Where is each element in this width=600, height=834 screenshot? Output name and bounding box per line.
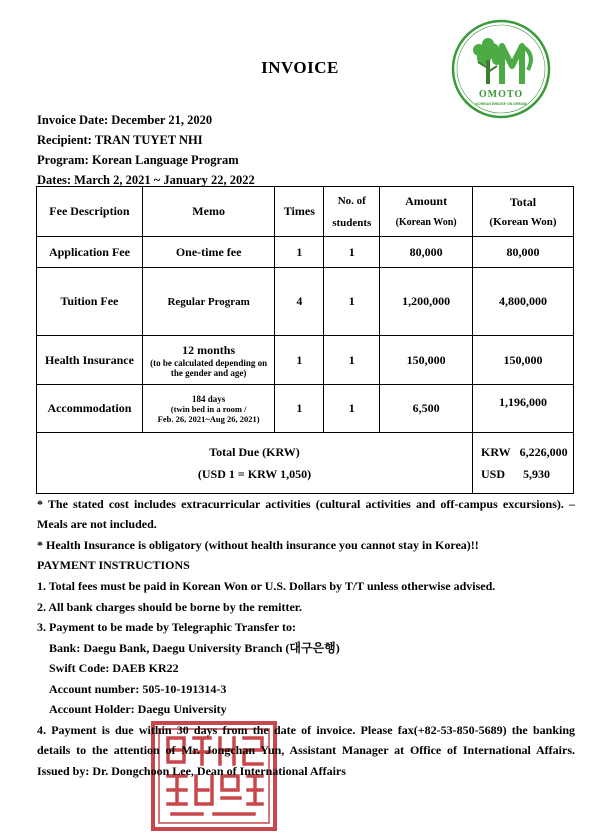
row-students: 1	[324, 268, 380, 336]
fee-table	[36, 186, 574, 494]
row-desc: Application Fee	[37, 237, 143, 268]
header-students-line2: students	[332, 216, 372, 229]
row-memo	[142, 385, 274, 433]
row-total: 150,000	[472, 336, 573, 385]
row-times: 1	[275, 385, 324, 433]
row-total: 4,800,000	[472, 268, 573, 336]
payment-item-2: 2. All bank charges should be borne by the remitter.	[37, 600, 303, 614]
payment-item-3: 3. Payment to be made by Telegraphic Transfer to:	[37, 620, 296, 634]
row-amount: 1,200,000	[380, 268, 473, 336]
row-memo-line2: (twin bed in a room /	[170, 403, 247, 414]
header-students-line1: No. of	[337, 194, 366, 207]
krw-label: KRW	[480, 445, 511, 459]
swift-code: Swift Code: DAEB KR22	[49, 661, 179, 675]
page-title: INVOICE	[261, 58, 339, 77]
row-students: 1	[324, 336, 380, 385]
payment-item-1: 1. Total fees must be paid in Korean Won or U.S. Dollars by T/T unless otherwise advised.	[37, 579, 496, 593]
row-amount: 150,000	[380, 336, 473, 385]
logo-tagline: KOREAN BRIDGE ON DREAM	[475, 102, 527, 106]
payment-instructions-heading: PAYMENT INSTRUCTIONS	[37, 558, 190, 572]
row-memo: One-time fee	[142, 237, 274, 268]
header-times: Times	[275, 187, 324, 237]
krw-value: 6,226,000	[519, 445, 568, 459]
note-health-insurance: * Health Insurance is obligatory (without health insurance you cannot stay in Korea)!!	[37, 538, 479, 552]
row-memo: Regular Program	[142, 268, 274, 336]
usd-value: 5,930	[523, 467, 550, 481]
header-amount-line2: (Korean Won)	[395, 216, 457, 228]
total-due-label: Total Due (KRW)	[209, 445, 300, 459]
dates: Dates: March 2, 2021 ~ January 22, 2022	[37, 173, 255, 187]
row-desc: Tuition Fee	[37, 268, 143, 336]
total-due-values	[472, 433, 573, 494]
table-row	[37, 268, 574, 336]
row-times: 1	[275, 336, 324, 385]
row-memo-sub2: the gender and age)	[170, 367, 247, 378]
header-memo: Memo	[142, 187, 274, 237]
usd-label: USD	[480, 467, 505, 481]
row-memo-line3: Feb. 26, 2021~Aug 26, 2021)	[157, 413, 260, 424]
row-amount: 6,500	[380, 385, 473, 433]
row-students: 1	[324, 385, 380, 433]
header-fee-description: Fee Description	[37, 187, 143, 237]
header-total	[472, 187, 573, 237]
row-total: 1,196,000	[472, 385, 573, 433]
note-extracurricular-line1: * The stated cost includes extracurricular activities (cultural activities and off-campus excursions). –	[37, 497, 575, 511]
row-total: 80,000	[472, 237, 573, 268]
header-amount-line1: Amount	[405, 193, 448, 208]
row-desc: Accommodation	[37, 385, 143, 433]
program: Program: Korean Language Program	[37, 153, 239, 167]
note-extracurricular-line2: Meals are not included.	[37, 517, 157, 531]
row-memo-sub1: (to be calculated depending on	[150, 357, 268, 368]
row-times: 1	[275, 237, 324, 268]
row-students: 1	[324, 237, 380, 268]
table-row	[37, 385, 574, 433]
row-memo-line1: 184 days	[192, 393, 226, 404]
issued-by: Issued by: Dr. Dongchoon Lee, Dean of International Affairs	[37, 764, 346, 778]
payment-item-4-line1: 4. Payment is due within 30 days from the date of invoice. Please fax(+82-53-850-5689) the banking	[37, 723, 575, 737]
table-row	[37, 237, 574, 268]
row-memo	[142, 336, 274, 385]
header-students	[324, 187, 380, 237]
invoice-date: Invoice Date: December 21, 2020	[37, 113, 213, 127]
account-number: Account number: 505-10-191314-3	[49, 682, 227, 696]
recipient: Recipient: TRAN TUYET NHI	[37, 133, 203, 147]
header-amount	[380, 187, 473, 237]
bank-name: Bank: Daegu Bank, Daegu University Branch (대구은행)	[49, 641, 340, 655]
table-header-row	[37, 187, 574, 237]
payment-item-4-line2: details to the attention of Mr. Jongchan Yun, Assistant Manager at Office of International Affairs.	[37, 743, 575, 757]
row-desc: Health Insurance	[37, 336, 143, 385]
header-total-line2: (Korean Won)	[489, 215, 557, 228]
row-amount: 80,000	[380, 237, 473, 268]
header-total-line1: Total	[509, 194, 537, 209]
table-row	[37, 336, 574, 385]
account-holder: Account Holder: Daegu University	[49, 702, 227, 716]
total-due-label-cell	[37, 433, 473, 494]
row-times: 4	[275, 268, 324, 336]
logo-text: OMOTO	[478, 89, 524, 100]
row-memo-main: 12 months	[182, 342, 236, 357]
total-due-row	[37, 433, 574, 494]
exchange-rate: (USD 1 = KRW 1,050)	[197, 467, 312, 481]
